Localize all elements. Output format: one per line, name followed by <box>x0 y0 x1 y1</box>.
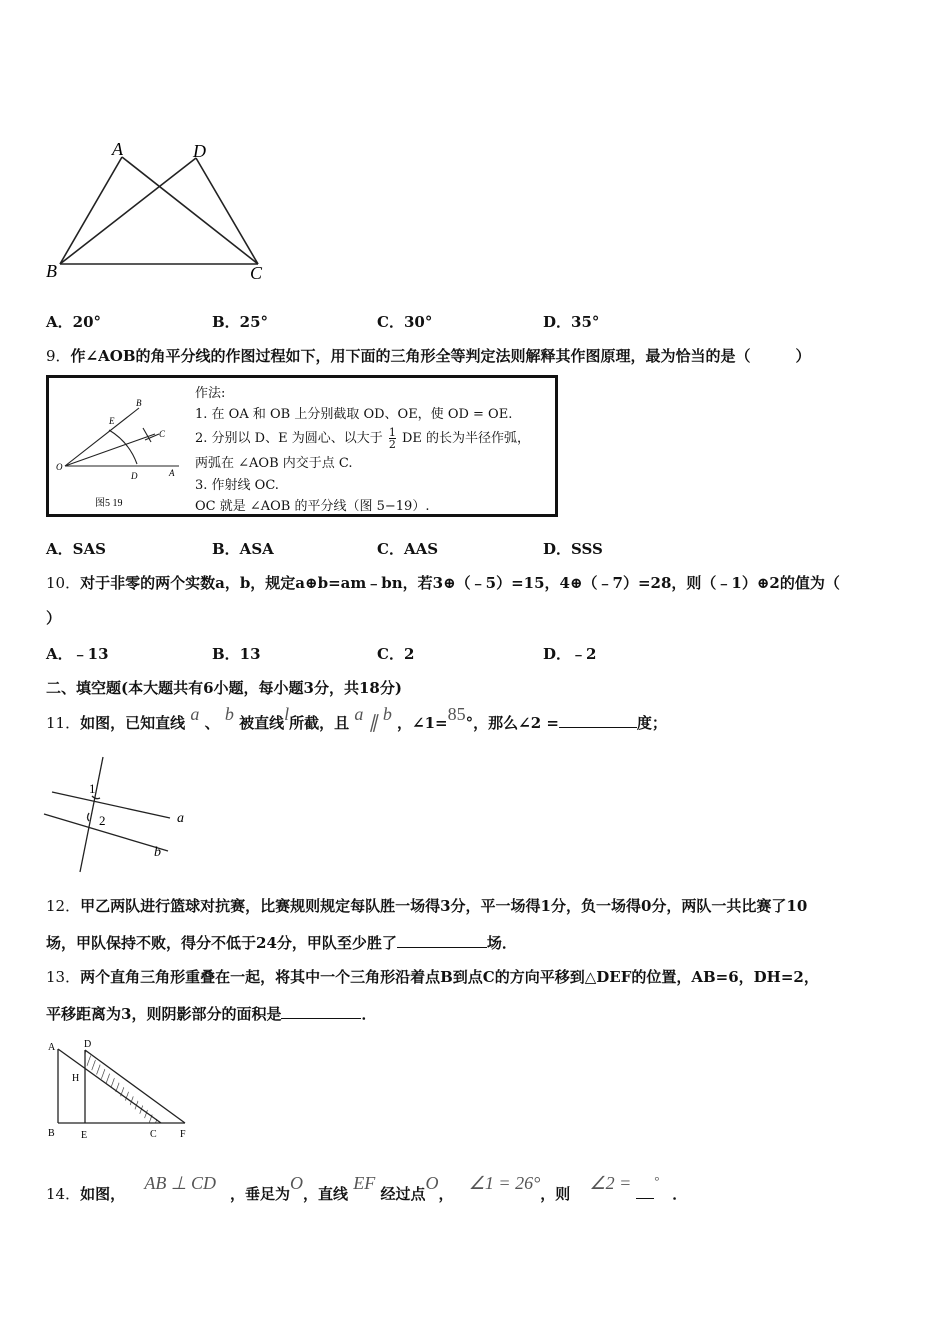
box-step1: 1. 在 OA 和 OB 上分别截取 OD、OE，使 OD = OE. <box>195 407 513 422</box>
q13-line1: 两个直角三角形重叠在一起，将其中一个三角形沿着点B到点C的方向平移到△DEF的位置，AB=6，DH=2， <box>80 968 819 986</box>
q14-t1: 如图， <box>80 1185 126 1203</box>
q14-m1: AB ⊥ CD <box>144 1173 217 1193</box>
q14-answer-blank[interactable] <box>636 1184 654 1199</box>
q12-question <box>46 895 807 916</box>
fig-label-1: 1 <box>89 781 96 796</box>
fig-label-2: 2 <box>99 813 106 828</box>
fig-caption: 图5 19 <box>95 498 123 509</box>
q9-question <box>46 345 811 366</box>
fig-label-C: C <box>150 1129 157 1140</box>
fig-label-E: E <box>109 416 115 426</box>
q14-m3: EF <box>353 1173 376 1193</box>
q8-triangle-figure <box>40 135 280 285</box>
q9-option-a[interactable]: A．SAS <box>46 540 106 558</box>
q14-t2: ，垂足为 <box>230 1185 291 1203</box>
fig-label-D: D <box>131 471 138 481</box>
q14-question <box>46 1173 688 1204</box>
q9-angle-figure <box>51 392 191 512</box>
fig-label-A: A <box>169 468 175 478</box>
box-title: 作法: <box>195 386 226 401</box>
q14-m4: O <box>425 1173 439 1193</box>
fig-label-H: H <box>72 1073 80 1084</box>
q14-t7: ． <box>672 1185 688 1203</box>
fig-label-a: a <box>177 811 184 826</box>
q11-parallel: ∥ <box>368 712 378 732</box>
fig-label-A: A <box>48 1042 56 1053</box>
q10-option-c[interactable]: C．2 <box>377 645 415 663</box>
box-step2-a: 2. 分别以 D、E 为圆心、以大于 <box>195 431 383 446</box>
q14-t6: ，则 <box>540 1185 571 1203</box>
q12-number: 12． <box>46 897 81 915</box>
q11-t2: 被直线 <box>239 714 285 732</box>
q10-question <box>46 572 840 593</box>
fig-label-C: C <box>159 429 166 439</box>
q11-sep: 、 <box>204 714 220 732</box>
box-step4: OC 就是 ∠AOB 的平分线（图 5−19）. <box>195 499 430 514</box>
q11-parallel-lines-figure <box>40 752 200 877</box>
q11-number: 11． <box>46 714 81 732</box>
box-step3: 3. 作射线 OC. <box>195 478 279 493</box>
q11-b: b <box>224 704 234 724</box>
q13-line2b: ． <box>361 1005 377 1023</box>
label-B: B <box>46 261 57 281</box>
q11-t3: 所截，且 <box>289 714 350 732</box>
q9-option-d[interactable]: D．SSS <box>543 540 603 558</box>
fig-label-B: B <box>48 1128 55 1139</box>
q12-line1: 甲乙两队进行篮球对抗赛，比赛规则规定每队胜一场得3分，平一场得1分，负一场得0分，两队一共比赛了10 <box>80 897 808 915</box>
q10-text: 对于非零的两个实数a，b，规定a⊕b=am﹣bn，若3⊕（﹣5）=15，4⊕（﹣7）=28，则（﹣1）⊕2的值为（ <box>80 574 840 592</box>
box-step2 <box>195 427 530 450</box>
q12-line2a: 场，甲队保持不败，得分不低于24分，甲队至少胜了 <box>46 934 397 952</box>
q9-text: 作∠AOB的角平分线的作图过程如下，用下面的三角形全等判定法则解释其作图原理，最为恰当的是（ ） <box>70 347 811 365</box>
q11-t4: ，∠1= <box>397 714 448 732</box>
q11-t6: 度； <box>636 714 667 732</box>
q11-question <box>46 704 667 733</box>
box-step2-c: 两弧在 ∠AOB 内交于点 C. <box>195 456 353 471</box>
q8-option-d[interactable]: D．35° <box>543 313 600 331</box>
q10-option-b[interactable]: B．13 <box>212 645 261 663</box>
q13-triangles-figure <box>40 1036 200 1146</box>
section-2-heading: 二、填空题(本大题共有6小题，每小题3分，共18分) <box>46 679 402 697</box>
q9-construction-box <box>46 375 558 517</box>
q11-answer-blank[interactable] <box>559 713 637 728</box>
q11-l: l <box>284 704 290 724</box>
q14-m5: ∠1 = 26° <box>468 1173 541 1193</box>
q8-option-c[interactable]: C．30° <box>377 313 433 331</box>
q11-b2: b <box>382 704 392 724</box>
frac-num: 1 <box>388 426 396 439</box>
q11-t5: °，那么∠2 = <box>465 714 559 732</box>
q11-a: a <box>190 704 200 724</box>
q9-option-b[interactable]: B．ASA <box>212 540 274 558</box>
q12-line2b: 场． <box>486 934 517 952</box>
q8-option-b[interactable]: B．25° <box>212 313 269 331</box>
q14-number: 14． <box>46 1185 81 1203</box>
fig-label-E: E <box>81 1130 88 1141</box>
q14-t4: 经过点 <box>380 1185 426 1203</box>
q11-t1: 如图，已知直线 <box>80 714 186 732</box>
q13-line2a: 平移距离为3，则阴影部分的面积是 <box>46 1005 282 1023</box>
q10-option-a[interactable]: A．﹣13 <box>46 645 109 663</box>
q13-question <box>46 966 819 987</box>
q8-option-a[interactable]: A．20° <box>46 313 102 331</box>
q14-m6: ∠2 = <box>589 1173 636 1193</box>
q9-option-c[interactable]: C．AAS <box>377 540 439 558</box>
fig-label-O: O <box>56 462 63 472</box>
q9-number: 9． <box>46 347 71 365</box>
label-D: D <box>193 141 206 161</box>
label-A: A <box>112 139 123 159</box>
q10-text-line2: ） <box>46 609 62 627</box>
q12-line2 <box>46 932 517 953</box>
q14-t5: ， <box>438 1185 454 1203</box>
q13-number: 13． <box>46 968 81 986</box>
q14-t3: ，直线 <box>303 1185 349 1203</box>
q11-a2: a <box>354 704 364 724</box>
q13-line2 <box>46 1003 376 1024</box>
fig-label-b: b <box>154 845 161 860</box>
q10-option-d[interactable]: D．﹣2 <box>543 645 597 663</box>
fig-label-B: B <box>136 398 142 408</box>
q14-m2: O <box>290 1173 304 1193</box>
fig-label-F: F <box>180 1129 186 1140</box>
q11-deg: 85 <box>447 704 466 724</box>
q10-number: 10． <box>46 574 81 592</box>
frac-den: 2 <box>388 438 396 451</box>
fig-label-D: D <box>84 1039 92 1050</box>
box-step2-b: DE 的长为半径作弧， <box>402 431 531 446</box>
q12-answer-blank[interactable] <box>397 933 487 948</box>
q14-m6deg: ° <box>653 1173 660 1188</box>
label-C: C <box>250 263 263 283</box>
q13-answer-blank[interactable] <box>281 1004 361 1019</box>
